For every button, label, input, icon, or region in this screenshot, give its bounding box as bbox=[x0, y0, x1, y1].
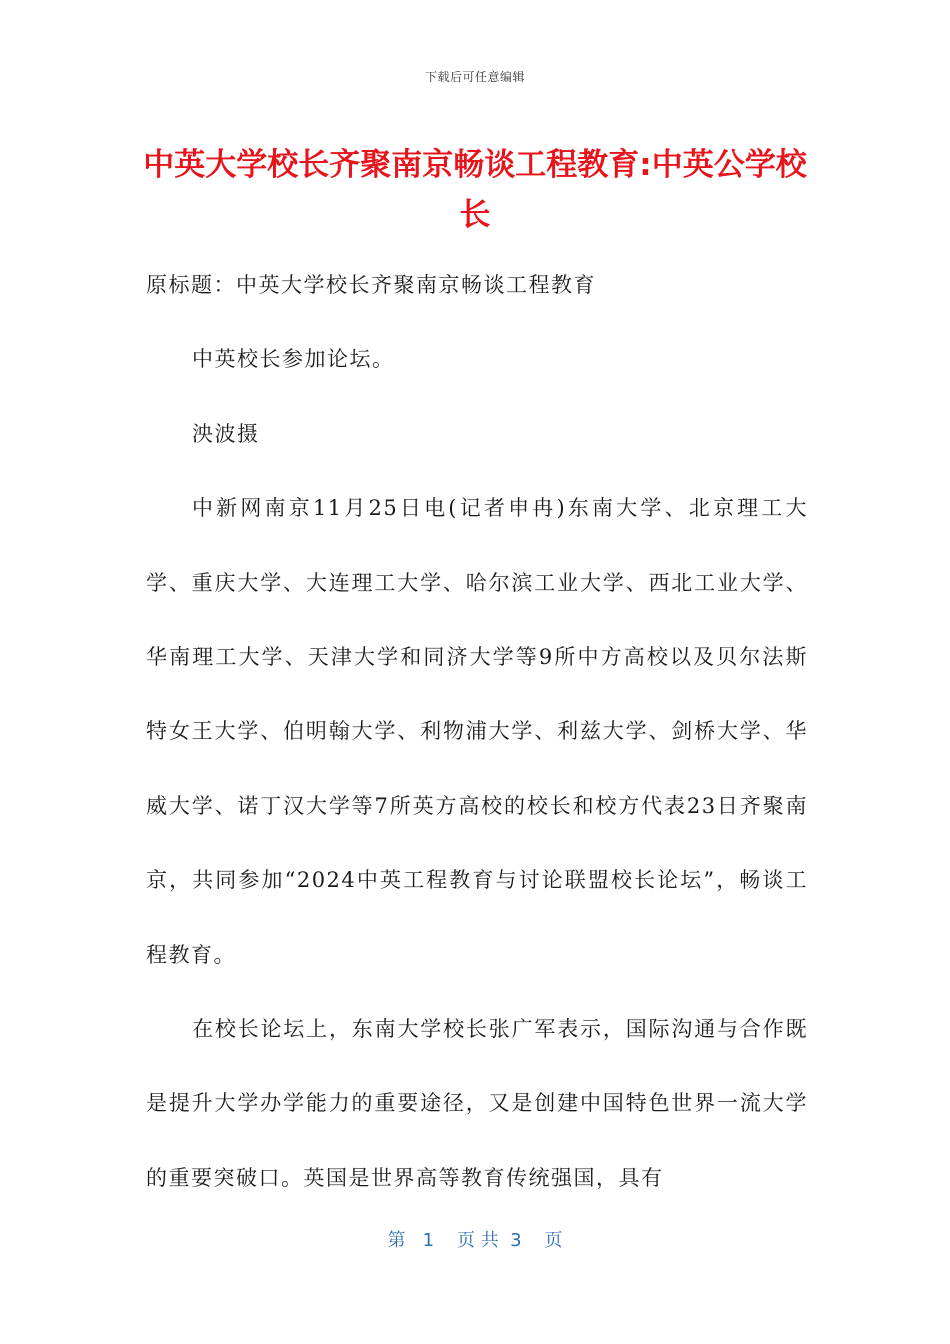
document-title: 中英大学校长齐聚南京畅谈工程教育:中英公学校长 bbox=[143, 147, 807, 233]
paragraph-photo-caption: 中英校长参加论坛。 bbox=[192, 347, 395, 372]
page-footer: 第 1 页 共 3 页 bbox=[387, 1230, 563, 1251]
paragraph-photo-credit: 泱波摄 bbox=[192, 421, 260, 446]
paragraph-forum-speech: 在校长论坛上，东南大学校长张广军表示，国际沟通与合作既是提升大学办学能力的重要途径，又是创建中国特色世界一流大学的重要突破口。英国是世界高等教育传统强国，具有 bbox=[146, 1017, 808, 1190]
header-note: 下载后可任意编辑 bbox=[424, 70, 525, 84]
paragraph-news-lead: 中新网南京11月25日电(记者申冉)东南大学、北京理工大学、重庆大学、大连理工大学、哈尔滨工业大学、西北工业大学、华南理工大学、天津大学和同济大学等9所中方高校以及贝尔法斯特女王大学、伯明翰大学、利物浦大学、利兹大学、剑桥大学、华威大学、诺丁汉大学等7所英方高校的校长和校方代表23日齐聚南京，共同参加“2024中英工程教育与讨论联盟校长论坛”，畅谈工程教育。 bbox=[146, 496, 808, 967]
document-body bbox=[146, 248, 808, 1215]
paragraph-original-title: 原标题：中英大学校长齐聚南京畅谈工程教育 bbox=[146, 273, 596, 297]
